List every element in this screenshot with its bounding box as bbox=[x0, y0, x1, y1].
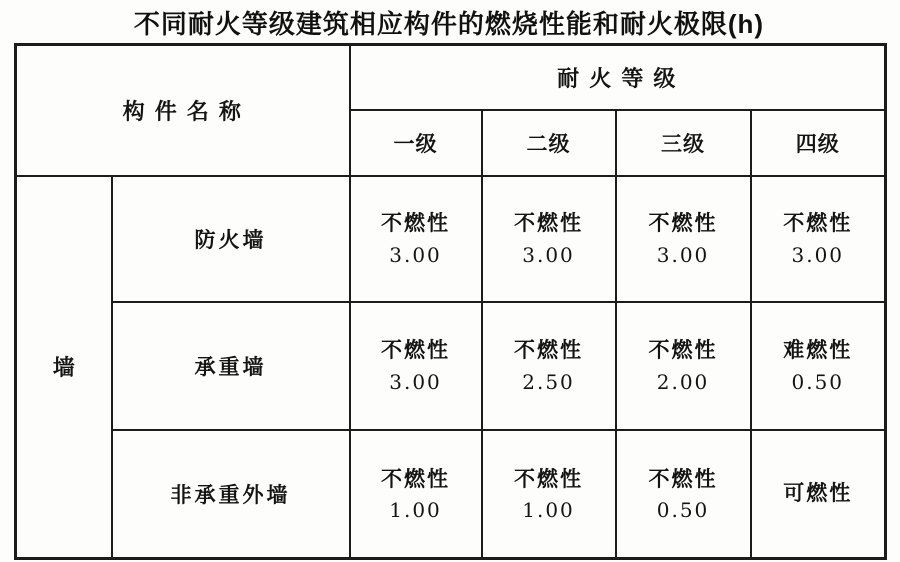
page-title: 不同耐火等级建筑相应构件的燃烧性能和耐火极限(h) bbox=[133, 9, 765, 39]
header-level-1: 一级 bbox=[350, 110, 482, 176]
combustibility-text: 不燃性 bbox=[514, 212, 583, 236]
value-cell-firewall-level2 bbox=[482, 176, 616, 302]
header-level-3: 三级 bbox=[616, 110, 751, 176]
header-level-4: 四级 bbox=[751, 110, 886, 176]
table-row-firewall bbox=[16, 176, 886, 302]
table-row-loadbearing-wall bbox=[16, 302, 886, 430]
value-cell-nonloadbearing-level2 bbox=[482, 430, 616, 559]
limit-text: 3.00 bbox=[656, 242, 710, 267]
row-name-loadbearing-wall: 承重墙 bbox=[112, 302, 350, 430]
limit-text: 3.00 bbox=[791, 242, 845, 267]
value-cell-firewall-level3 bbox=[616, 176, 751, 302]
limit-text: 1.00 bbox=[522, 497, 575, 522]
limit-text: 0.50 bbox=[791, 369, 845, 394]
table-row-nonloadbearing-exterior-wall bbox=[16, 430, 886, 559]
value-cell-loadbearing-level2 bbox=[482, 302, 616, 430]
combustibility-text: 不燃性 bbox=[648, 339, 718, 363]
value-cell-loadbearing-level4 bbox=[751, 302, 886, 430]
limit-text: 3.00 bbox=[389, 369, 442, 394]
header-rating: 耐 火 等 级 bbox=[350, 45, 886, 110]
combustibility-text: 不燃性 bbox=[381, 339, 450, 363]
value-cell-firewall-level4 bbox=[751, 176, 886, 302]
combustibility-text: 不燃性 bbox=[381, 467, 450, 491]
limit-text: 0.50 bbox=[656, 497, 710, 522]
value-cell-loadbearing-level1 bbox=[350, 302, 482, 430]
category-wall: 墙 bbox=[16, 176, 112, 559]
fire-resistance-table bbox=[14, 43, 887, 560]
value-cell-nonloadbearing-level1 bbox=[350, 430, 482, 559]
value-cell-firewall-level1 bbox=[350, 176, 482, 302]
limit-text: 2.50 bbox=[522, 369, 575, 394]
header-level-2: 二级 bbox=[482, 110, 616, 176]
limit-text: 3.00 bbox=[389, 242, 442, 267]
combustibility-text: 不燃性 bbox=[514, 467, 583, 491]
combustibility-text: 不燃性 bbox=[648, 467, 718, 491]
combustibility-text: 难燃性 bbox=[783, 339, 853, 363]
header-component-name: 构 件 名 称 bbox=[16, 45, 350, 176]
value-cell-nonloadbearing-level3 bbox=[616, 430, 751, 559]
limit-text: 3.00 bbox=[522, 242, 575, 267]
combustibility-text: 不燃性 bbox=[514, 339, 583, 363]
row-name-firewall: 防火墙 bbox=[112, 176, 350, 302]
combustibility-text: 不燃性 bbox=[783, 212, 853, 236]
value-cell-nonloadbearing-level4 bbox=[751, 430, 886, 559]
combustibility-text: 不燃性 bbox=[381, 212, 450, 236]
combustibility-text: 不燃性 bbox=[648, 212, 718, 236]
row-name-nonloadbearing-exterior-wall: 非承重外墙 bbox=[112, 430, 350, 559]
value-cell-loadbearing-level3 bbox=[616, 302, 751, 430]
header-row-rating bbox=[16, 45, 886, 110]
limit-text: 1.00 bbox=[389, 497, 442, 522]
combustibility-text: 可燃性 bbox=[783, 482, 853, 506]
limit-text: 2.00 bbox=[656, 369, 710, 394]
